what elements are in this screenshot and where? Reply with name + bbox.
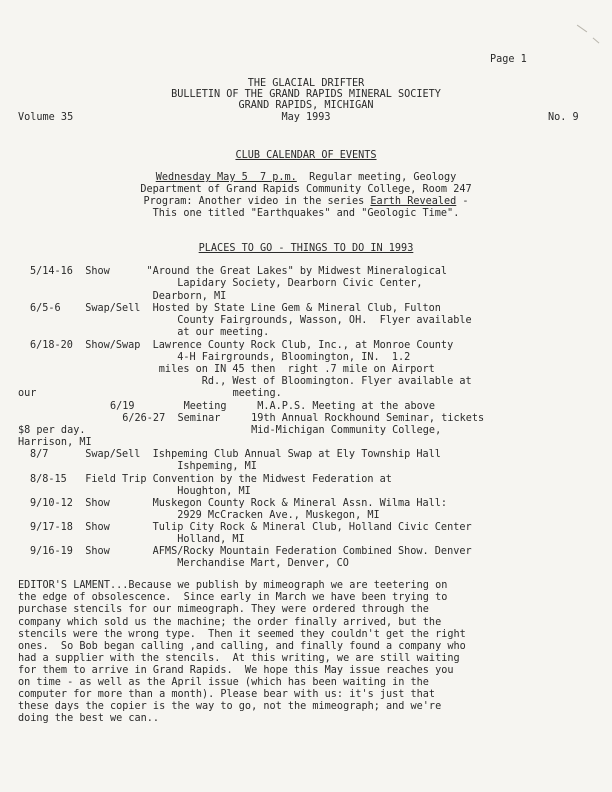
lament-line: these days the copier is the way to go, not the mimeograph; and we're <box>18 701 442 712</box>
event-line: 2929 McCracken Ave., Muskegon, MI <box>30 510 380 521</box>
event-line: 9/10-12 Show Muskegon County Rock & Mineral Assn. Wilma Hall: <box>30 498 448 509</box>
lament-line: computer for more than a month). Please bear with us: it's just that <box>18 689 436 700</box>
event-line: Harrison, MI <box>18 437 92 448</box>
event-line: Holland, MI <box>30 534 245 545</box>
paper-fold-mark <box>593 38 600 44</box>
event-line: miles on IN 45 then right .7 mile on Airport <box>30 364 435 375</box>
event-line: County Fairgrounds, Wasson, OH. Flyer available <box>30 315 472 326</box>
event-line: Ishpeming, MI <box>30 461 257 472</box>
lament-line: EDITOR'S LAMENT...Because we publish by mimeograph we are teetering on <box>18 580 448 591</box>
lament-line: ones. So Bob began calling ,and calling, and finally found a company who <box>18 641 466 652</box>
lament-line: purchase stencils for our mimeograph. They were ordered through the <box>18 604 429 615</box>
event-line: 9/17-18 Show Tulip City Rock & Mineral Club, Holland Civic Center <box>30 522 472 533</box>
issue-number: No. 9 <box>548 112 579 123</box>
calendar-line-1 <box>0 172 612 184</box>
lament-line: company which sold us the machine; the order finally arrived, but the <box>18 617 442 628</box>
event-line: $8 per day. Mid-Michigan Community College, <box>18 425 442 436</box>
newsletter-title: THE GLACIAL DRIFTER <box>247 78 365 89</box>
issue-date: May 1993 <box>281 112 331 123</box>
paper-fold-mark <box>577 25 587 33</box>
event-line: 6/26-27 Seminar 19th Annual Rockhound Seminar, tickets <box>18 413 485 424</box>
lament-line: for them to arrive in Grand Rapids. We hope this May issue reaches you <box>18 665 454 676</box>
event-line: 6/18-20 Show/Swap Lawrence County Rock Club, Inc., at Monroe County <box>30 340 454 351</box>
event-line: Dearborn, MI <box>30 291 227 302</box>
lament-line: on time - as well as the April issue (which has been waiting in the <box>18 677 429 688</box>
event-line: Houghton, MI <box>30 486 251 497</box>
event-line: Merchandise Mart, Denver, CO <box>30 558 349 569</box>
lament-line: the edge of obsolescence. Since early in March we have been trying to <box>18 592 448 603</box>
event-line: 5/14-16 Show "Around the Great Lakes" by Midwest Mineralogical <box>30 266 448 277</box>
calendar-line-3 <box>0 196 612 208</box>
event-line: 6/19 Meeting M.A.P.S. Meeting at the above <box>18 401 436 412</box>
event-line: 4-H Fairgrounds, Bloomington, IN. 1.2 <box>30 352 411 363</box>
lament-line: stencils were the wrong type. Then it seemed they couldn't get the right <box>18 629 466 640</box>
volume-label: Volume 35 <box>18 112 74 123</box>
event-line: at our meeting. <box>30 327 270 338</box>
event-line: 6/5-6 Swap/Sell Hosted by State Line Gem & Mineral Club, Fulton <box>30 303 441 314</box>
lament-line: doing the best we can.. <box>18 713 160 724</box>
calendar-line-2: Department of Grand Rapids Community College, Room 247 <box>140 184 472 195</box>
program-label: Program: Another video in the series <box>143 196 371 207</box>
places-heading: PLACES TO GO - THINGS TO DO IN 1993 <box>198 243 414 254</box>
event-line: our meeting. <box>18 388 282 399</box>
calendar-heading: CLUB CALENDAR OF EVENTS <box>235 150 377 161</box>
meeting-date: Wednesday May 5 7 p.m. <box>155 172 297 183</box>
program-suffix: - <box>456 196 469 207</box>
lament-line: had a supplier with the stencils. At this writing, we are still waiting <box>18 653 460 664</box>
newsletter-location: GRAND RAPIDS, MICHIGAN <box>238 100 374 111</box>
event-line: 9/16-19 Show AFMS/Rocky Mountain Federation Combined Show. Denver <box>30 546 472 557</box>
event-line: 8/7 Swap/Sell Ishpeming Club Annual Swap at Ely Township Hall <box>30 449 441 460</box>
meeting-type: Regular meeting, Geology <box>296 172 457 183</box>
event-line: Rd., West of Bloomington. Flyer available at <box>30 376 472 387</box>
event-line: 8/8-15 Field Trip Convention by the Midwest Federation at <box>30 474 392 485</box>
newsletter-subtitle: BULLETIN OF THE GRAND RAPIDS MINERAL SOCIETY <box>171 89 441 100</box>
page-number: Page 1 <box>490 54 527 65</box>
calendar-line-4: This one titled "Earthquakes" and "Geologic Time". <box>152 208 460 219</box>
event-line: Lapidary Society, Dearborn Civic Center, <box>30 278 423 289</box>
series-title: Earth Revealed <box>370 196 457 207</box>
